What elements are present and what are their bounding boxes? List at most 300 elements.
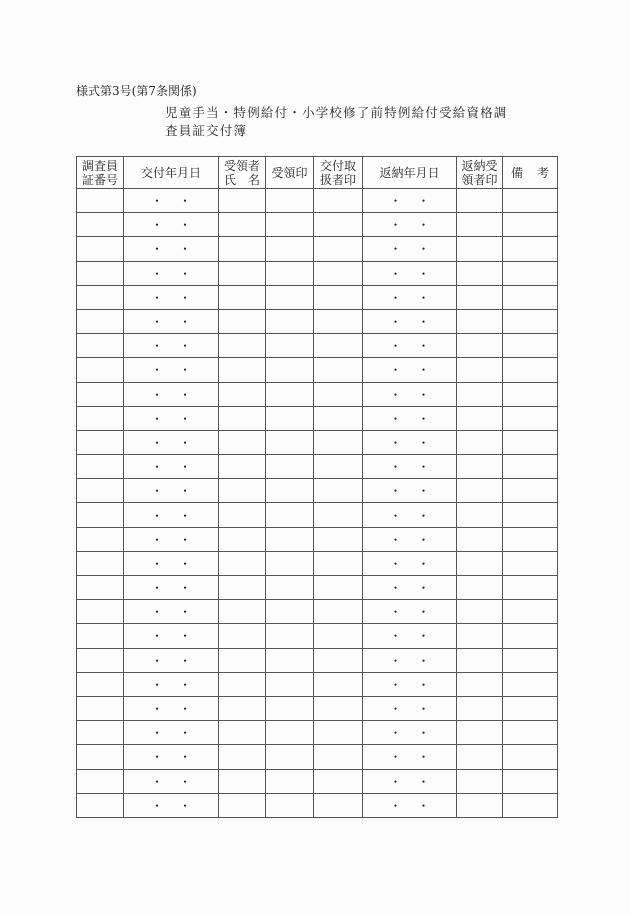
recipient-name-cell[interactable] [219,527,266,551]
date-placeholder: ・・ [150,556,207,571]
recipient-name-cell[interactable] [219,600,266,624]
table-row [77,285,558,309]
return-date-cell[interactable] [363,624,457,648]
return-receiver-seal-cell[interactable] [457,309,503,333]
receipt-seal-cell[interactable] [266,334,314,358]
return-date-cell[interactable] [363,721,457,745]
recipient-name-cell[interactable] [219,382,266,406]
recipient-name-cell[interactable] [219,576,266,600]
investigator-id-cell[interactable] [77,696,124,720]
remarks-cell[interactable] [503,334,558,358]
issue-date-cell[interactable] [124,600,219,624]
issuer-seal-cell[interactable] [314,551,363,575]
return-receiver-seal-cell[interactable] [457,672,503,696]
return-date-cell[interactable] [363,309,457,333]
receipt-seal-cell[interactable] [266,648,314,672]
return-receiver-seal-cell[interactable] [457,455,503,479]
table-row [77,406,558,430]
date-placeholder: ・・ [389,726,446,741]
investigator-id-cell[interactable] [77,793,124,817]
investigator-id-cell[interactable] [77,406,124,430]
date-placeholder: ・・ [389,266,446,281]
investigator-id-cell[interactable] [77,334,124,358]
date-placeholder: ・・ [150,653,207,668]
return-receiver-seal-cell[interactable] [457,721,503,745]
remarks-cell[interactable] [503,696,558,720]
remarks-cell[interactable] [503,721,558,745]
date-placeholder: ・・ [150,435,207,450]
return-receiver-seal-cell[interactable] [457,624,503,648]
return-date-cell[interactable] [363,261,457,285]
date-placeholder: ・・ [389,581,446,596]
investigator-id-cell[interactable] [77,745,124,769]
form-number: 様式第3号(第7条関係) [76,84,197,98]
receipt-seal-cell[interactable] [266,672,314,696]
investigator-id-cell[interactable] [77,672,124,696]
date-placeholder: ・・ [389,315,446,330]
receipt-seal-cell[interactable] [266,551,314,575]
return-receiver-seal-cell[interactable] [457,503,503,527]
recipient-name-cell[interactable] [219,769,266,793]
return-receiver-seal-cell[interactable] [457,745,503,769]
receipt-seal-cell[interactable] [266,527,314,551]
return-receiver-seal-cell[interactable] [457,382,503,406]
date-placeholder: ・・ [389,387,446,402]
remarks-cell[interactable] [503,672,558,696]
date-placeholder: ・・ [150,266,207,281]
investigator-id-cell[interactable] [77,261,124,285]
issue-date-cell[interactable] [124,624,219,648]
issue-date-cell[interactable] [124,793,219,817]
header-receipt-seal: 受領印 [266,157,314,189]
table-row [77,237,558,261]
date-placeholder: ・・ [150,508,207,523]
investigator-id-cell[interactable] [77,551,124,575]
return-receiver-seal-cell[interactable] [457,334,503,358]
recipient-name-cell[interactable] [219,721,266,745]
table-row [77,769,558,793]
remarks-cell[interactable] [503,793,558,817]
date-placeholder: ・・ [389,460,446,475]
table-row [77,455,558,479]
return-date-cell[interactable] [363,745,457,769]
issue-date-cell[interactable] [124,261,219,285]
return-date-cell[interactable] [363,503,457,527]
issuer-seal-cell[interactable] [314,745,363,769]
recipient-name-cell[interactable] [219,551,266,575]
date-placeholder: ・・ [389,194,446,209]
return-date-cell[interactable] [363,576,457,600]
table-row [77,648,558,672]
return-date-cell[interactable] [363,479,457,503]
issuer-seal-cell[interactable] [314,334,363,358]
receipt-seal-cell[interactable] [266,309,314,333]
recipient-name-cell[interactable] [219,624,266,648]
date-placeholder: ・・ [150,339,207,354]
issuer-seal-cell[interactable] [314,793,363,817]
header-return-receiver-seal: 返納受 領者印 [457,157,503,189]
return-date-cell[interactable] [363,648,457,672]
investigator-id-cell[interactable] [77,576,124,600]
table-row [77,503,558,527]
receipt-seal-cell[interactable] [266,382,314,406]
date-placeholder: ・・ [150,702,207,717]
table-row [77,430,558,454]
recipient-name-cell[interactable] [219,793,266,817]
receipt-seal-cell[interactable] [266,600,314,624]
issuer-seal-cell[interactable] [314,309,363,333]
investigator-id-cell[interactable] [77,189,124,213]
issue-date-cell[interactable] [124,455,219,479]
table-row [77,358,558,382]
investigator-id-cell[interactable] [77,479,124,503]
remarks-cell[interactable] [503,455,558,479]
date-placeholder: ・・ [389,290,446,305]
date-placeholder: ・・ [389,629,446,644]
table-row [77,551,558,575]
investigator-id-cell[interactable] [77,285,124,309]
header-issue-date: 交付年月日 [124,157,219,189]
date-placeholder: ・・ [150,387,207,402]
return-receiver-seal-cell[interactable] [457,237,503,261]
date-placeholder: ・・ [150,315,207,330]
receipt-seal-cell[interactable] [266,285,314,309]
investigator-id-cell[interactable] [77,237,124,261]
date-placeholder: ・・ [150,677,207,692]
date-placeholder: ・・ [389,508,446,523]
return-date-cell[interactable] [363,527,457,551]
issuer-seal-cell[interactable] [314,213,363,237]
table-row [77,309,558,333]
return-date-cell[interactable] [363,334,457,358]
receipt-seal-cell[interactable] [266,479,314,503]
receipt-seal-cell[interactable] [266,793,314,817]
issue-date-cell[interactable] [124,237,219,261]
remarks-cell[interactable] [503,406,558,430]
investigator-id-cell[interactable] [77,382,124,406]
recipient-name-cell[interactable] [219,334,266,358]
investigator-id-cell[interactable] [77,455,124,479]
date-placeholder: ・・ [150,605,207,620]
issue-date-cell[interactable] [124,358,219,382]
issue-date-cell[interactable] [124,551,219,575]
receipt-seal-cell[interactable] [266,769,314,793]
issue-date-cell[interactable] [124,285,219,309]
date-placeholder: ・・ [150,460,207,475]
remarks-cell[interactable] [503,576,558,600]
table-row [77,696,558,720]
issue-date-cell[interactable] [124,334,219,358]
date-placeholder: ・・ [150,484,207,499]
issuer-seal-cell[interactable] [314,406,363,430]
recipient-name-cell[interactable] [219,696,266,720]
issue-date-cell[interactable] [124,745,219,769]
date-placeholder: ・・ [389,411,446,426]
issue-date-cell[interactable] [124,479,219,503]
return-receiver-seal-cell[interactable] [457,406,503,430]
return-receiver-seal-cell[interactable] [457,430,503,454]
date-placeholder: ・・ [150,798,207,813]
return-date-cell[interactable] [363,793,457,817]
remarks-cell[interactable] [503,551,558,575]
return-date-cell[interactable] [363,696,457,720]
issuer-seal-cell[interactable] [314,721,363,745]
remarks-cell[interactable] [503,527,558,551]
recipient-name-cell[interactable] [219,309,266,333]
recipient-name-cell[interactable] [219,430,266,454]
date-placeholder: ・・ [150,629,207,644]
recipient-name-cell[interactable] [219,479,266,503]
issuance-ledger-table [76,156,558,818]
date-placeholder: ・・ [389,677,446,692]
return-receiver-seal-cell[interactable] [457,576,503,600]
header-return-date: 返納年月日 [363,157,457,189]
table-row [77,189,558,213]
issue-date-cell[interactable] [124,503,219,527]
date-placeholder: ・・ [389,242,446,257]
recipient-name-cell[interactable] [219,648,266,672]
table-row [77,793,558,817]
investigator-id-cell[interactable] [77,430,124,454]
remarks-cell[interactable] [503,213,558,237]
issue-date-cell[interactable] [124,527,219,551]
receipt-seal-cell[interactable] [266,721,314,745]
table-row [77,745,558,769]
date-placeholder: ・・ [150,581,207,596]
return-date-cell[interactable] [363,406,457,430]
return-receiver-seal-cell[interactable] [457,527,503,551]
document-title [165,104,508,140]
table-row [77,576,558,600]
investigator-id-cell[interactable] [77,600,124,624]
investigator-id-cell[interactable] [77,358,124,382]
return-receiver-seal-cell[interactable] [457,261,503,285]
return-receiver-seal-cell[interactable] [457,189,503,213]
receipt-seal-cell[interactable] [266,261,314,285]
date-placeholder: ・・ [389,435,446,450]
remarks-cell[interactable] [503,600,558,624]
issue-date-cell[interactable] [124,769,219,793]
date-placeholder: ・・ [150,242,207,257]
remarks-cell[interactable] [503,309,558,333]
issuer-seal-cell[interactable] [314,624,363,648]
return-receiver-seal-cell[interactable] [457,479,503,503]
investigator-id-cell[interactable] [77,624,124,648]
remarks-cell[interactable] [503,261,558,285]
return-date-cell[interactable] [363,358,457,382]
recipient-name-cell[interactable] [219,285,266,309]
return-receiver-seal-cell[interactable] [457,358,503,382]
issuer-seal-cell[interactable] [314,600,363,624]
issue-date-cell[interactable] [124,213,219,237]
date-placeholder: ・・ [389,532,446,547]
receipt-seal-cell[interactable] [266,406,314,430]
issuer-seal-cell[interactable] [314,189,363,213]
return-date-cell[interactable] [363,455,457,479]
table-row [77,334,558,358]
receipt-seal-cell[interactable] [266,696,314,720]
table-row [77,624,558,648]
recipient-name-cell[interactable] [219,358,266,382]
header-row [77,157,558,189]
return-date-cell[interactable] [363,237,457,261]
issuer-seal-cell[interactable] [314,430,363,454]
return-date-cell[interactable] [363,672,457,696]
table-row [77,672,558,696]
date-placeholder: ・・ [389,339,446,354]
recipient-name-cell[interactable] [219,406,266,430]
header-issuer-seal: 交付取 扱者印 [314,157,363,189]
investigator-id-cell[interactable] [77,309,124,333]
receipt-seal-cell[interactable] [266,358,314,382]
investigator-id-cell[interactable] [77,503,124,527]
table-row [77,479,558,503]
remarks-cell[interactable] [503,285,558,309]
header-recipient-name: 受領者 氏 名 [219,157,266,189]
remarks-cell[interactable] [503,503,558,527]
date-placeholder: ・・ [150,363,207,378]
issuer-seal-cell[interactable] [314,576,363,600]
date-placeholder: ・・ [150,194,207,209]
issuer-seal-cell[interactable] [314,285,363,309]
remarks-cell[interactable] [503,648,558,672]
receipt-seal-cell[interactable] [266,213,314,237]
remarks-cell[interactable] [503,237,558,261]
issue-date-cell[interactable] [124,430,219,454]
return-date-cell[interactable] [363,213,457,237]
remarks-cell[interactable] [503,479,558,503]
date-placeholder: ・・ [389,750,446,765]
date-placeholder: ・・ [150,532,207,547]
issue-date-cell[interactable] [124,672,219,696]
return-receiver-seal-cell[interactable] [457,793,503,817]
issuer-seal-cell[interactable] [314,382,363,406]
recipient-name-cell[interactable] [219,455,266,479]
issuer-seal-cell[interactable] [314,503,363,527]
issue-date-cell[interactable] [124,406,219,430]
issuer-seal-cell[interactable] [314,769,363,793]
date-placeholder: ・・ [389,363,446,378]
table-row [77,382,558,406]
return-receiver-seal-cell[interactable] [457,648,503,672]
return-date-cell[interactable] [363,551,457,575]
investigator-id-cell[interactable] [77,769,124,793]
investigator-id-cell[interactable] [77,213,124,237]
date-placeholder: ・・ [150,774,207,789]
receipt-seal-cell[interactable] [266,503,314,527]
return-receiver-seal-cell[interactable] [457,285,503,309]
return-date-cell[interactable] [363,189,457,213]
date-placeholder: ・・ [389,484,446,499]
issue-date-cell[interactable] [124,382,219,406]
issuer-seal-cell[interactable] [314,358,363,382]
receipt-seal-cell[interactable] [266,576,314,600]
date-placeholder: ・・ [389,702,446,717]
title-line-1: 児童手当・特例給付・小学校修了前特例給付受給資格調 [165,105,508,120]
return-date-cell[interactable] [363,600,457,624]
date-placeholder: ・・ [150,726,207,741]
issuer-seal-cell[interactable] [314,261,363,285]
date-placeholder: ・・ [389,218,446,233]
issuer-seal-cell[interactable] [314,527,363,551]
date-placeholder: ・・ [389,653,446,668]
investigator-id-cell[interactable] [77,721,124,745]
return-date-cell[interactable] [363,430,457,454]
issue-date-cell[interactable] [124,576,219,600]
issue-date-cell[interactable] [124,696,219,720]
return-date-cell[interactable] [363,769,457,793]
issuer-seal-cell[interactable] [314,672,363,696]
recipient-name-cell[interactable] [219,189,266,213]
issue-date-cell[interactable] [124,189,219,213]
date-placeholder: ・・ [389,605,446,620]
recipient-name-cell[interactable] [219,745,266,769]
recipient-name-cell[interactable] [219,261,266,285]
table-row [77,527,558,551]
table-row [77,600,558,624]
recipient-name-cell[interactable] [219,503,266,527]
remarks-cell[interactable] [503,745,558,769]
return-receiver-seal-cell[interactable] [457,600,503,624]
receipt-seal-cell[interactable] [266,624,314,648]
remarks-cell[interactable] [503,382,558,406]
return-date-cell[interactable] [363,382,457,406]
remarks-cell[interactable] [503,624,558,648]
return-receiver-seal-cell[interactable] [457,213,503,237]
receipt-seal-cell[interactable] [266,189,314,213]
return-date-cell[interactable] [363,285,457,309]
header-investigator-id: 調査員 証番号 [77,157,124,189]
issuer-seal-cell[interactable] [314,237,363,261]
issuer-seal-cell[interactable] [314,648,363,672]
table-row [77,213,558,237]
table-row [77,261,558,285]
date-placeholder: ・・ [150,411,207,426]
investigator-id-cell[interactable] [77,527,124,551]
receipt-seal-cell[interactable] [266,745,314,769]
date-placeholder: ・・ [150,750,207,765]
issue-date-cell[interactable] [124,721,219,745]
recipient-name-cell[interactable] [219,237,266,261]
remarks-cell[interactable] [503,358,558,382]
table-row [77,721,558,745]
receipt-seal-cell[interactable] [266,430,314,454]
remarks-cell[interactable] [503,769,558,793]
date-placeholder: ・・ [389,774,446,789]
header-remarks: 備 考 [503,157,558,189]
remarks-cell[interactable] [503,189,558,213]
date-placeholder: ・・ [150,218,207,233]
date-placeholder: ・・ [389,798,446,813]
issuer-seal-cell[interactable] [314,455,363,479]
issuer-seal-cell[interactable] [314,696,363,720]
receipt-seal-cell[interactable] [266,237,314,261]
issue-date-cell[interactable] [124,309,219,333]
receipt-seal-cell[interactable] [266,455,314,479]
return-receiver-seal-cell[interactable] [457,769,503,793]
recipient-name-cell[interactable] [219,672,266,696]
recipient-name-cell[interactable] [219,213,266,237]
return-receiver-seal-cell[interactable] [457,551,503,575]
return-receiver-seal-cell[interactable] [457,696,503,720]
remarks-cell[interactable] [503,430,558,454]
issue-date-cell[interactable] [124,648,219,672]
date-placeholder: ・・ [150,290,207,305]
title-line-2: 査員証交付簿 [165,123,248,138]
date-placeholder: ・・ [389,556,446,571]
issuer-seal-cell[interactable] [314,479,363,503]
investigator-id-cell[interactable] [77,648,124,672]
